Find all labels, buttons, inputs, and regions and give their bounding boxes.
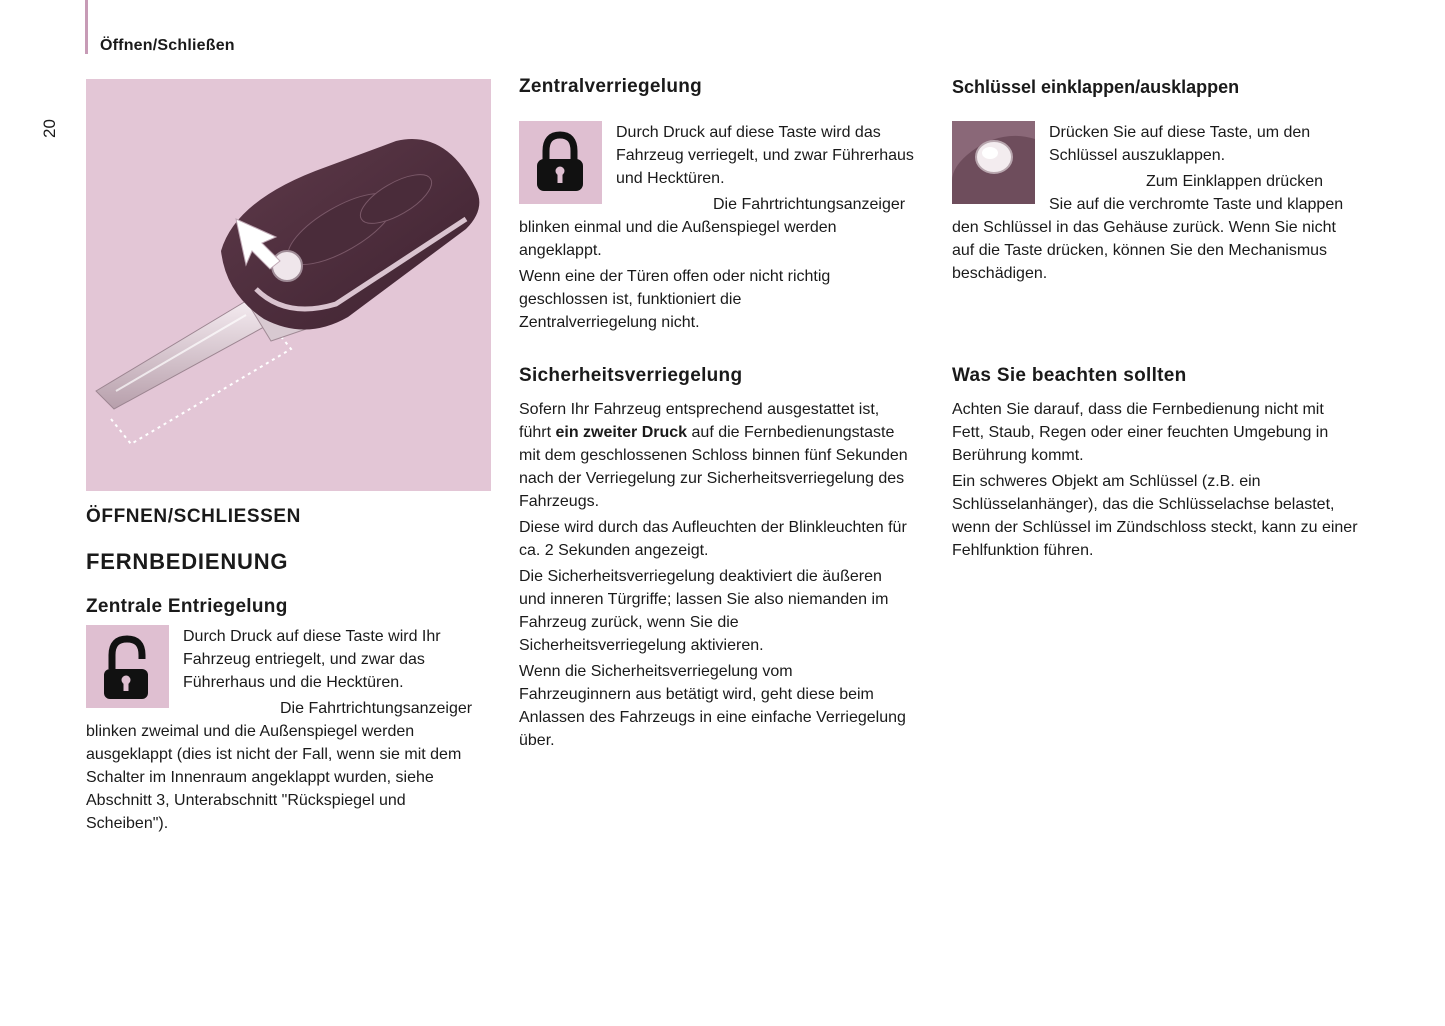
deadlock-p1-bold: ein zweiter Druck xyxy=(555,424,688,441)
chrome-button-icon xyxy=(952,121,1035,204)
deadlock-heading: Sicherheitsverriegelung xyxy=(519,365,743,386)
lock-paragraph-1: Durch Druck auf diese Taste wird das Fahrzeug verriegelt, und zwar Führerhaus und Hecktüren. xyxy=(616,124,914,187)
deadlock-paragraph-1 xyxy=(519,398,909,513)
deadlock-paragraph-3: Die Sicherheitsverriegelung deaktiviert die äußeren und inneren Türgriffe; lassen Sie also niemanden im Fahrzeug zurück, wenn Sie die Sicherheitsverriegelung aktivieren. xyxy=(519,568,889,654)
lock-heading: Zentralverriegelung xyxy=(519,76,703,97)
fold-paragraph-1: Drücken Sie auf diese Taste, um den Schlüssel auszuklappen. xyxy=(1049,124,1311,164)
padlock-open-icon xyxy=(86,625,169,708)
key-fob-illustration xyxy=(86,79,491,491)
unlock-paragraph-1: Durch Druck auf diese Taste wird Ihr Fahrzeug entriegelt, und zwar das Führerhaus und die Hecktüren. xyxy=(183,628,441,691)
unlock-heading: Zentrale Entriegelung xyxy=(86,596,288,617)
section-header: Öffnen/Schließen xyxy=(100,37,235,54)
notes-heading: Was Sie beachten sollten xyxy=(952,365,1187,386)
deadlock-paragraph-2: Diese wird durch das Aufleuchten der Blinkleuchten für ca. 2 Sekunden angezeigt. xyxy=(519,519,907,559)
deadlock-p1-end: auf die Fernbedienungstaste mit dem geschlossenen Schloss binnen fünf Sekunden nach der Verriegelung zur Sicherheitsverriegelung des Fahrzeugs. xyxy=(519,424,908,510)
section-marker-bar xyxy=(85,0,88,54)
deadlock-section xyxy=(519,364,909,755)
deadlock-paragraph-4: Wenn die Sicherheitsverriegelung vom Fahrzeuginnern aus betätigt wird, geht diese beim Anlassen des Fahrzeugs in eine einfache Verriegelung über. xyxy=(519,663,906,749)
unlock-icon-box xyxy=(86,625,169,708)
fold-section xyxy=(952,75,1347,288)
lock-paragraph-3: Wenn eine der Türen offen oder nicht richtig geschlossen ist, funktioniert die Zentralverriegelung nicht. xyxy=(519,268,831,331)
key-fob-drawing xyxy=(86,79,491,491)
page-number: 20 xyxy=(40,119,59,138)
notes-paragraph-1: Achten Sie darauf, dass die Fernbedienung nicht mit Fett, Staub, Regen oder einer feuchten Umgebung in Berührung kommt. xyxy=(952,401,1329,464)
main-title: ÖFFNEN/SCHLIESSEN xyxy=(86,506,301,527)
lock-section xyxy=(519,75,914,337)
padlock-closed-icon xyxy=(519,121,602,204)
unlock-paragraph-2: Die Fahrtrichtungsanzeiger blinken zweimal und die Außenspiegel werden ausgeklappt (dies ist nicht der Fall, wenn sie mit dem Schalter im Innenraum angeklappt wurden, siehe Abschnitt 3, Unterabschnitt "Rückspiegel und Scheiben"). xyxy=(86,700,473,832)
fold-button-icon-box xyxy=(952,121,1035,204)
notes-paragraph-2: Ein schweres Objekt am Schlüssel (z.B. ein Schlüsselanhänger), das die Schlüsselachse belastet, wenn der Schlüssel im Zündschloss steckt, kann zu einer Fehlfunktion führen. xyxy=(952,473,1358,559)
deadlock-p1-start: Sofern Ihr Fahrzeug entsprechend ausgestattet ist, führt xyxy=(519,401,880,441)
fold-paragraph-2: Zum Einklappen drücken Sie auf die verchromte Taste und klappen den Schlüssel in das Gehäuse zurück. Wenn Sie nicht auf die Taste drücken, können Sie den Mechanismus beschädigen. xyxy=(952,173,1344,282)
unlock-section xyxy=(86,595,491,838)
lock-paragraph-2: Die Fahrtrichtungsanzeiger blinken einmal und die Außenspiegel werden angeklappt. xyxy=(519,196,906,259)
sub-title: FERNBEDIENUNG xyxy=(86,549,289,574)
notes-section xyxy=(952,364,1362,565)
lock-icon-box xyxy=(519,121,602,204)
fold-heading: Schlüssel einklappen/ausklappen xyxy=(952,77,1240,97)
